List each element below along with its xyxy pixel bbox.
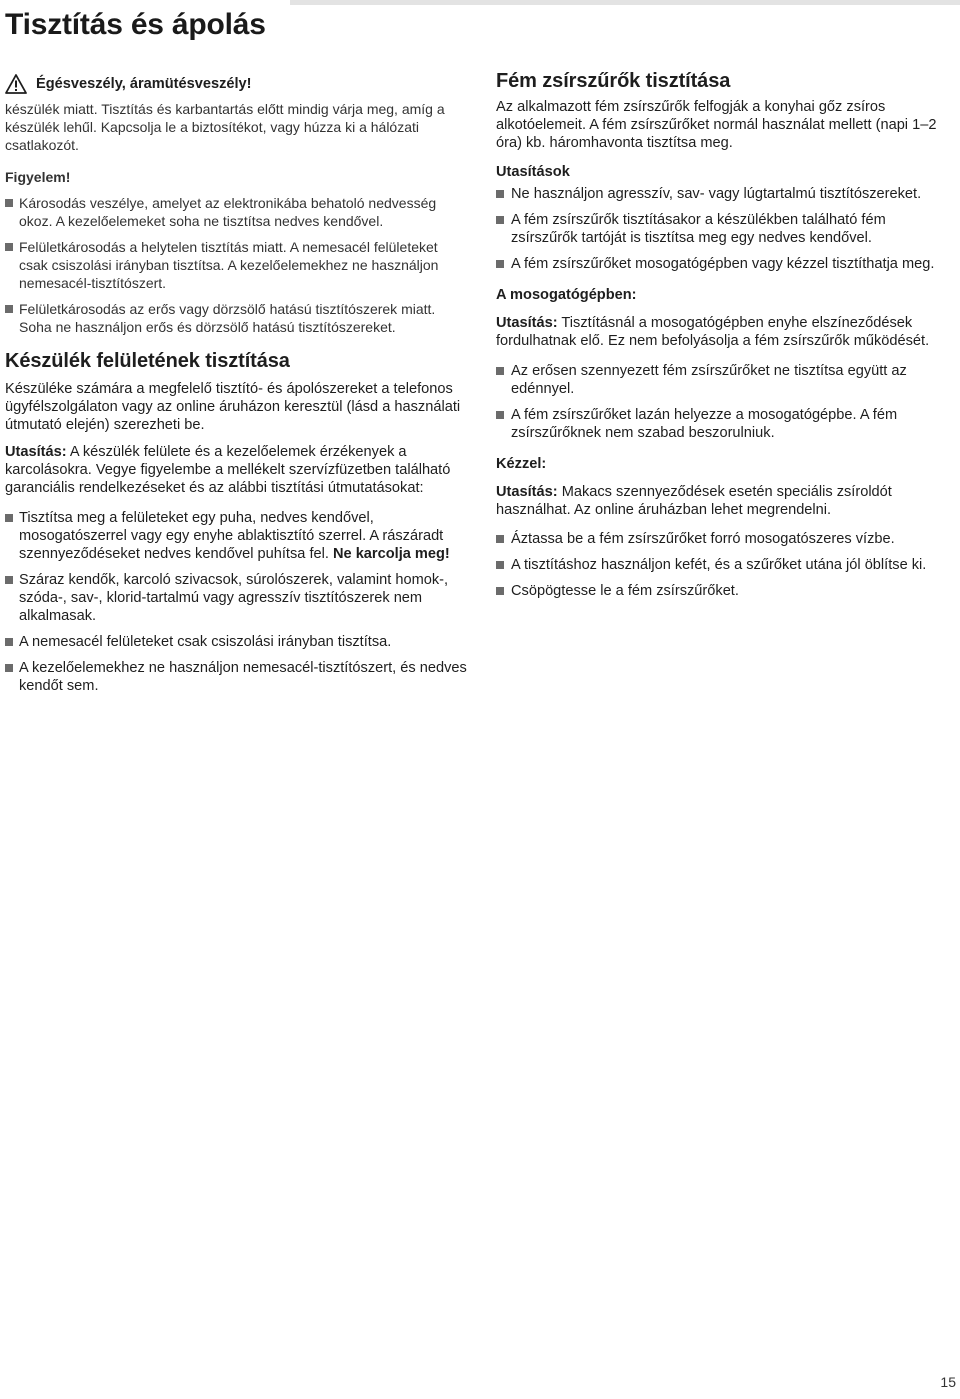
square-bullet-icon — [496, 587, 504, 595]
page-number: 15 — [940, 1374, 956, 1390]
dishwasher-instruction: Utasítás: Tisztításnál a mosogatógépben enyhe elszíneződések fordulhatnak elő. Ez nem befolyásolja a fém zsírszűrők működését. — [496, 315, 930, 349]
warning-triangle-icon — [5, 74, 27, 94]
warning-heading — [5, 74, 467, 94]
square-bullet-icon — [5, 638, 13, 646]
list-item: Ne használjon agresszív, sav- vagy lúgtartalmú tisztítószereket. — [496, 185, 952, 203]
dishwasher-heading: A mosogatógépben: — [496, 287, 637, 303]
list-item: A nemesacél felületeket csak csiszolási irányban tisztítsa. — [5, 633, 467, 651]
square-bullet-icon — [496, 190, 504, 198]
hand-heading: Kézzel: — [496, 456, 547, 472]
square-bullet-icon — [5, 664, 13, 672]
square-bullet-icon — [5, 305, 13, 313]
section-title-filters: Fém zsírszűrők tisztítása — [496, 70, 731, 92]
square-bullet-icon — [496, 216, 504, 224]
list-item: A kezelőelemekhez ne használjon nemesacél-tisztítószert, és nedves kendőt sem. — [5, 659, 467, 695]
warning-heading-text: Égésveszély, áramütésveszély! — [36, 76, 252, 92]
instructions-list — [496, 185, 952, 273]
warning-text: készülék miatt. Tisztítás és karbantartás előtt mindig várja meg, amíg a készülék lehűl. Kapcsolja le a biztosítékot, vagy húzza ki a hálózati csatlakozót. — [5, 101, 445, 153]
page-title: Tisztítás és ápolás — [5, 8, 266, 41]
list-item: Áztassa be a fém zsírszűrőket forró mosogatószeres vízbe. — [496, 530, 952, 548]
list-item: A fém zsírszűrők tisztításakor a készülékben található fém zsírszűrők tartóját is tisztítsa meg egy nedves kendővel. — [496, 211, 952, 247]
caution-list — [5, 194, 467, 336]
list-item: Felületkárosodás az erős vagy dörzsölő hatású tisztítószerek miatt. Soha ne használjon erős és dörzsölő hatású tisztítószereket. — [5, 300, 467, 336]
filters-intro: Az alkalmazott fém zsírszűrők felfogják a konyhai gőz zsíros alkotóelemeit. A fém zsírszűrőket normál használat mellett (napi 1–2 óra) kb. háromhavonta tisztítsa meg. — [496, 99, 937, 151]
square-bullet-icon — [5, 514, 13, 522]
list-item: Csöpögtesse le a fém zsírszűrőket. — [496, 582, 952, 600]
caution-label: Figyelem! — [5, 169, 71, 185]
square-bullet-icon — [5, 199, 13, 207]
list-item: A tisztításhoz használjon kefét, és a szűrőket utána jól öblítse ki. — [496, 556, 952, 574]
list-item: Az erősen szennyezett fém zsírszűrőket ne tisztítsa együtt az edénnyel. — [496, 362, 952, 398]
instructions-heading: Utasítások — [496, 164, 570, 180]
square-bullet-icon — [496, 367, 504, 375]
list-item: Száraz kendők, karcoló szivacsok, súrolószerek, valamint homok-, szóda-, sav-, klorid-tartalmú vagy agresszív tisztítószerek nem alkalmasak. — [5, 571, 467, 625]
list-item: Felületkárosodás a helytelen tisztítás miatt. A nemesacél felületeket csak csiszolási irányban tisztítsa. A kezelőelemekhez ne használjon nemesacél-tisztítószert. — [5, 238, 467, 292]
section-title-surface: Készülék felületének tisztítása — [5, 350, 290, 372]
right-column — [496, 70, 952, 608]
dishwasher-list — [496, 362, 952, 442]
left-column — [5, 70, 467, 703]
square-bullet-icon — [496, 561, 504, 569]
section-intro: Készüléke számára a megfelelő tisztító- és ápolószereket a telefonos ügyfélszolgálaton vagy az online áruházon keresztül (lásd a használati útmutató elején) szerezheti be. — [5, 381, 461, 433]
square-bullet-icon — [496, 535, 504, 543]
square-bullet-icon — [496, 260, 504, 268]
cleaning-list — [5, 509, 467, 695]
list-item: A fém zsírszűrőket lazán helyezze a mosogatógépbe. A fém zsírszűrőknek nem szabad beszorulniuk. — [496, 406, 952, 442]
square-bullet-icon — [5, 576, 13, 584]
list-item: Károsodás veszélye, amelyet az elektronikába behatoló nedvesség okoz. A kezelőelemeket soha ne tisztítsa nedves kendővel. — [5, 194, 467, 230]
instruction-paragraph: Utasítás: A készülék felülete és a kezelőelemek érzékenyek a karcolásokra. Vegye figyelembe a mellékelt szervízfüzetben található garanciális rendelkezéseket és az alábbi tisztítási útmutatásokat: — [5, 444, 451, 496]
square-bullet-icon — [496, 411, 504, 419]
hand-instruction: Utasítás: Makacs szennyeződések esetén speciális zsíroldót használhat. Az online áruházban lehet megrendelni. — [496, 484, 892, 518]
header-rule — [290, 0, 960, 5]
square-bullet-icon — [5, 243, 13, 251]
list-item: Tisztítsa meg a felületeket egy puha, nedves kendővel, mosogatószerrel vagy egy enyhe ablaktisztító szerrel. A rászáradt szennyeződéseket nedves kendővel puhítsa fel. Ne karcolja meg! — [5, 509, 467, 563]
list-item: A fém zsírszűrőket mosogatógépben vagy kézzel tisztíthatja meg. — [496, 255, 952, 273]
hand-list — [496, 530, 952, 600]
